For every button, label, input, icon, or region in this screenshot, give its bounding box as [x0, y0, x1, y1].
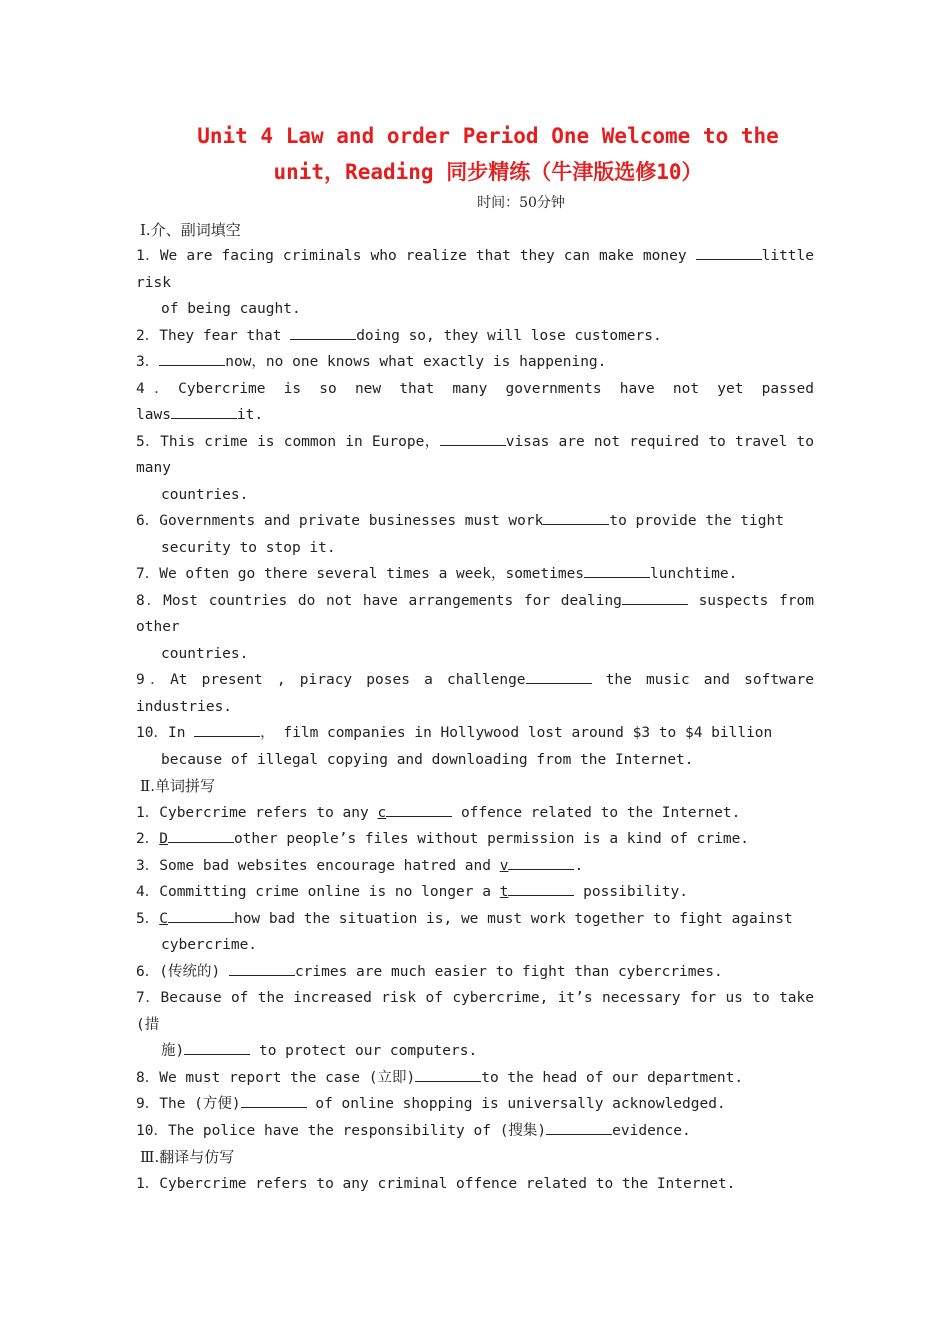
question-2-7: 7．Because of the increased risk of cybercrime, it’s necessary for us to take (措 施) to protect our computers.	[136, 990, 814, 1059]
answer-blank[interactable]	[194, 722, 260, 737]
answer-blank[interactable]	[696, 245, 762, 260]
answer-blank[interactable]	[184, 1040, 250, 1055]
answer-blank[interactable]	[543, 510, 609, 525]
answer-blank[interactable]	[415, 1067, 481, 1082]
worksheet-page	[136, 118, 814, 1197]
question-1-3: 3． now，no one knows what exactly is happening.	[136, 349, 814, 376]
question-1-9: 9．At present , piracy poses a challenge the music and software industries.	[136, 667, 814, 720]
question-1-1: 1．We are facing criminals who realize that they can make money little risk of being caught.	[136, 243, 814, 323]
question-1-7: 7．We often go there several times a week，sometimes lunchtime.	[136, 561, 814, 588]
title-line-1: Unit 4 Law and order Period One Welcome to the	[197, 124, 779, 148]
answer-blank[interactable]	[229, 961, 295, 976]
question-2-2: 2．D other people’s files without permission is a kind of crime.	[136, 826, 814, 853]
answer-blank[interactable]	[546, 1120, 612, 1135]
answer-blank[interactable]	[584, 563, 650, 578]
question-1-8: 8．Most countries do not have arrangements for dealing suspects from other countries.	[136, 588, 814, 668]
section-heading-3: Ⅲ.翻译与仿写	[140, 1148, 235, 1166]
document-title	[136, 118, 814, 190]
question-1-2: 2．They fear that doing so, they will lose customers.	[136, 323, 814, 350]
answer-blank[interactable]	[168, 908, 234, 923]
question-2-6: 6．(传统的) crimes are much easier to fight than cybercrimes.	[136, 959, 814, 986]
section-heading-2: Ⅱ.单词拼写	[140, 777, 215, 795]
question-2-9: 9．The (方便) of online shopping is universally acknowledged.	[136, 1091, 814, 1118]
question-3-1: 1．Cybercrime refers to any criminal offence related to the Internet.	[136, 1175, 736, 1192]
section-heading-1: Ⅰ.介、副词填空	[140, 220, 241, 239]
answer-blank[interactable]	[290, 325, 356, 340]
answer-blank[interactable]	[508, 881, 574, 896]
answer-blank[interactable]	[159, 351, 225, 366]
answer-blank[interactable]	[526, 669, 592, 684]
answer-blank[interactable]	[171, 404, 237, 419]
question-2-4: 4．Committing crime online is no longer a t possibility.	[136, 879, 814, 906]
answer-blank[interactable]	[386, 802, 452, 817]
question-2-10: 10．The police have the responsibility of (搜集) evidence.	[136, 1118, 814, 1145]
answer-blank[interactable]	[440, 431, 506, 446]
question-1-5: 5．This crime is common in Europe， visas are not required to travel to many countries.	[136, 429, 814, 509]
question-2-3: 3．Some bad websites encourage hatred and v .	[136, 853, 814, 880]
question-2-8: 8．We must report the case (立即) to the head of our department.	[136, 1065, 814, 1092]
title-line-2: unit，Reading 同步精练（牛津版选修10）	[273, 160, 703, 184]
question-1-6: 6．Governments and private businesses must work to provide the tight security to stop it.	[136, 508, 814, 561]
time-note: 时间：50分钟	[477, 195, 565, 211]
answer-blank[interactable]	[508, 855, 574, 870]
answer-blank[interactable]	[622, 590, 688, 605]
answer-blank[interactable]	[241, 1093, 307, 1108]
question-2-5: 5．C how bad the situation is, we must work together to fight against cybercrime.	[136, 906, 814, 959]
question-2-1: 1．Cybercrime refers to any c offence related to the Internet.	[136, 800, 814, 827]
question-1-4: 4．Cybercrime is so new that many governments have not yet passed laws it.	[136, 380, 814, 423]
question-1-10: 10．In ， film companies in Hollywood lost around $3 to $4 billion because of illegal copying and downloading from the Internet.	[136, 720, 814, 773]
answer-blank[interactable]	[168, 828, 234, 843]
